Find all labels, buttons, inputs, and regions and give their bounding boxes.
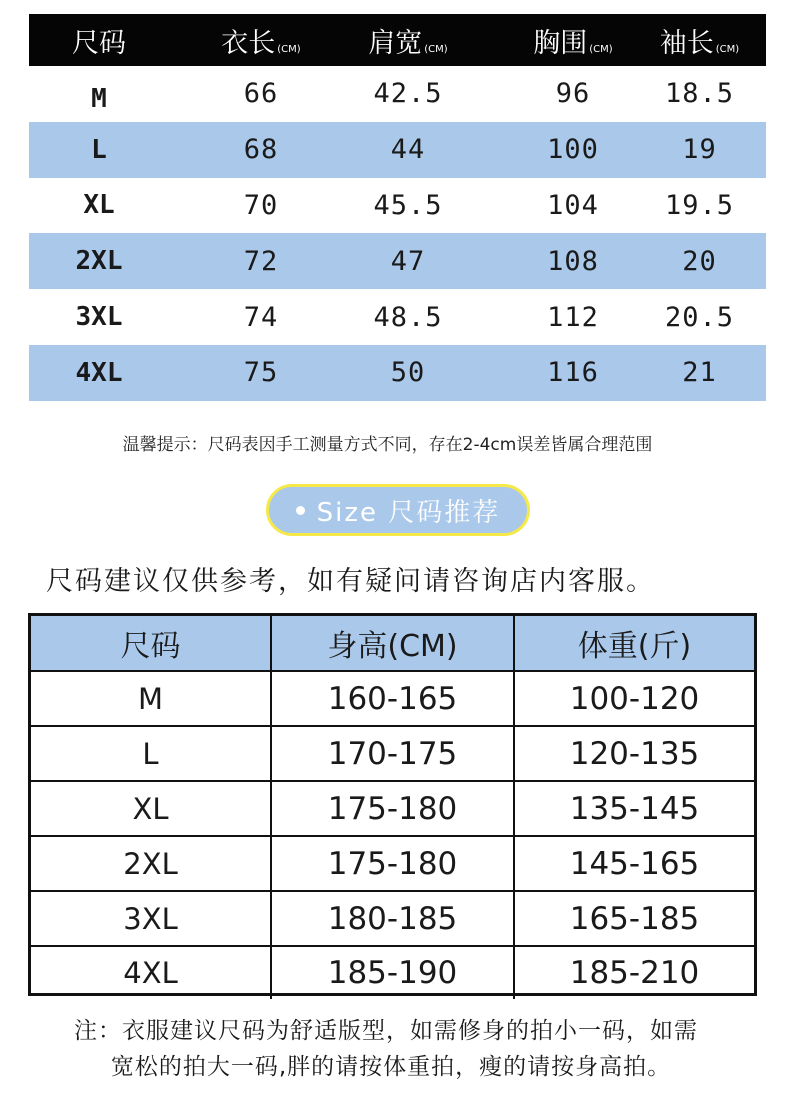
sleeve-cell: 19 <box>682 134 717 166</box>
header-height: 身高(CM) <box>272 616 515 670</box>
measurement-tip: 温馨提示：尺码表因手工测量方式不同，存在2-4cm误差皆属合理范围 <box>122 435 653 455</box>
sleeve-cell: 20 <box>682 245 717 277</box>
advice-text: 尺码建议仅供参考，如有疑问请咨询店内客服。 <box>46 566 655 597</box>
header-length: 衣长 (CM) <box>221 27 301 59</box>
bullet-dot-icon <box>296 506 305 515</box>
size-cell: 2XL <box>31 837 272 890</box>
shoulder-cell: 42.5 <box>373 78 443 110</box>
height-cell: 160-165 <box>272 672 515 725</box>
size-cell: XL <box>31 782 272 835</box>
length-cell: 70 <box>243 189 279 221</box>
size-cell: L <box>91 134 107 165</box>
table-row <box>29 178 766 234</box>
shoulder-cell: 50 <box>390 357 426 389</box>
table-row <box>29 122 766 178</box>
size-cell: M <box>91 83 107 114</box>
sleeve-cell: 18.5 <box>664 78 735 110</box>
sleeve-cell: 21 <box>682 357 717 389</box>
height-cell: 185-190 <box>272 947 515 999</box>
chest-cell: 100 <box>547 134 599 166</box>
table-row <box>29 233 766 289</box>
table-row <box>31 782 754 837</box>
header-size: 尺码 <box>72 27 126 59</box>
size-cell: L <box>31 727 272 780</box>
sleeve-cell: 20.5 <box>664 301 735 333</box>
weight-cell: 135-145 <box>569 790 700 827</box>
chest-cell: 116 <box>547 357 599 389</box>
table-row <box>31 727 754 782</box>
height-cell: 180-185 <box>272 892 515 945</box>
chest-cell: 108 <box>547 245 599 277</box>
table-row <box>31 672 754 727</box>
weight-cell: 145-165 <box>569 845 700 882</box>
recommend-header-row <box>31 616 754 672</box>
sleeve-cell: 19.5 <box>664 189 735 221</box>
height-cell: 170-175 <box>272 727 515 780</box>
header-size: 尺码 <box>31 616 272 670</box>
shoulder-cell: 47 <box>390 245 426 277</box>
measurement-table <box>29 14 766 401</box>
table-row <box>29 66 766 122</box>
size-cell: 3XL <box>75 302 123 333</box>
table-row <box>31 892 754 947</box>
height-cell: 175-180 <box>272 782 515 835</box>
shoulder-cell: 45.5 <box>373 189 443 221</box>
header-shoulder: 肩宽 (CM) <box>368 27 448 59</box>
header-sleeve: 袖长 (CM) <box>659 27 740 59</box>
measurement-header-row <box>29 14 766 66</box>
size-cell: 2XL <box>75 246 123 277</box>
length-cell: 68 <box>243 134 279 166</box>
size-cell: XL <box>83 190 115 221</box>
weight-cell: 185-210 <box>569 955 700 991</box>
size-recommend-badge <box>266 484 530 536</box>
length-cell: 74 <box>243 301 279 333</box>
chest-cell: 104 <box>547 189 599 221</box>
chest-cell: 112 <box>547 301 599 333</box>
weight-cell: 120-135 <box>569 735 700 772</box>
table-row <box>29 289 766 345</box>
length-cell: 66 <box>243 78 279 110</box>
fit-note-line: 注：衣服建议尺码为舒适版型，如需修身的拍小一码，如需 <box>74 1018 698 1044</box>
badge-label: Size 尺码推荐 <box>316 497 501 528</box>
fit-note-line: 宽松的拍大一码,胖的请按体重拍，瘦的请按身高拍。 <box>110 1053 672 1080</box>
table-row <box>29 345 766 401</box>
header-weight: 体重(斤) <box>577 629 692 664</box>
chest-cell: 96 <box>555 78 591 110</box>
recommend-table <box>28 613 757 996</box>
shoulder-cell: 48.5 <box>373 301 443 333</box>
size-cell: M <box>31 672 272 725</box>
fit-note <box>0 1014 790 1085</box>
height-cell: 175-180 <box>272 837 515 890</box>
weight-cell: 100-120 <box>569 680 700 717</box>
weight-cell: 165-185 <box>569 900 700 937</box>
length-cell: 72 <box>243 245 279 277</box>
table-row <box>31 947 754 999</box>
header-chest: 胸围 (CM) <box>533 27 613 59</box>
table-row <box>31 837 754 892</box>
size-cell: 4XL <box>31 947 272 999</box>
shoulder-cell: 44 <box>390 134 426 166</box>
length-cell: 75 <box>243 357 279 389</box>
size-cell: 4XL <box>75 357 123 388</box>
size-cell: 3XL <box>31 892 272 945</box>
